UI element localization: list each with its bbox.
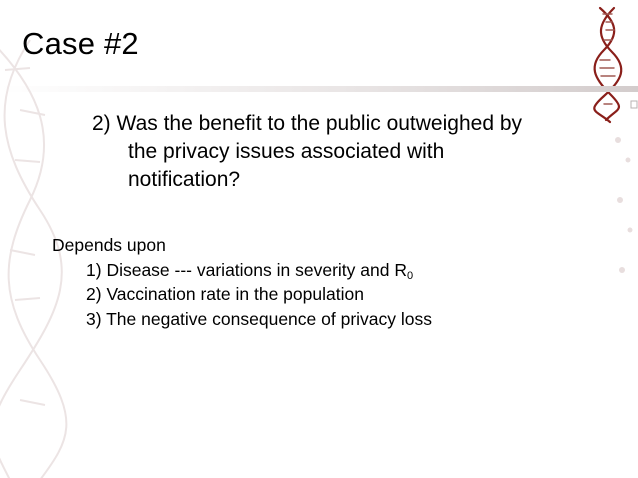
item-number: 2): [86, 284, 102, 304]
question-text-1: Was the benefit to the public outweighed by: [116, 112, 523, 135]
faint-dna-right: [615, 137, 633, 273]
item-text: Disease --- variations in severity and R: [106, 259, 407, 280]
depends-heading: Depends upon: [52, 235, 166, 255]
item-number: 1): [86, 259, 102, 280]
slide-title: Case #2: [22, 26, 139, 61]
question-line-2: the privacy issues associated with: [128, 140, 445, 163]
depends-block: [52, 233, 612, 331]
question-number: 2): [92, 112, 111, 135]
dna-helix-icon: [594, 8, 621, 122]
list-item: [52, 307, 612, 332]
title-divider: [0, 86, 638, 92]
item-number: 3): [86, 308, 102, 329]
item-subscript: 0: [406, 269, 414, 282]
item-text: Vaccination rate in the population: [106, 284, 364, 304]
item-text: The negative consequence of privacy loss: [106, 308, 432, 329]
question-line-1: [92, 110, 612, 138]
question-line-3: notification?: [128, 168, 241, 191]
corner-marker: [631, 101, 637, 108]
question-block: [92, 110, 612, 194]
list-item: [52, 282, 612, 307]
list-item: [52, 258, 612, 283]
